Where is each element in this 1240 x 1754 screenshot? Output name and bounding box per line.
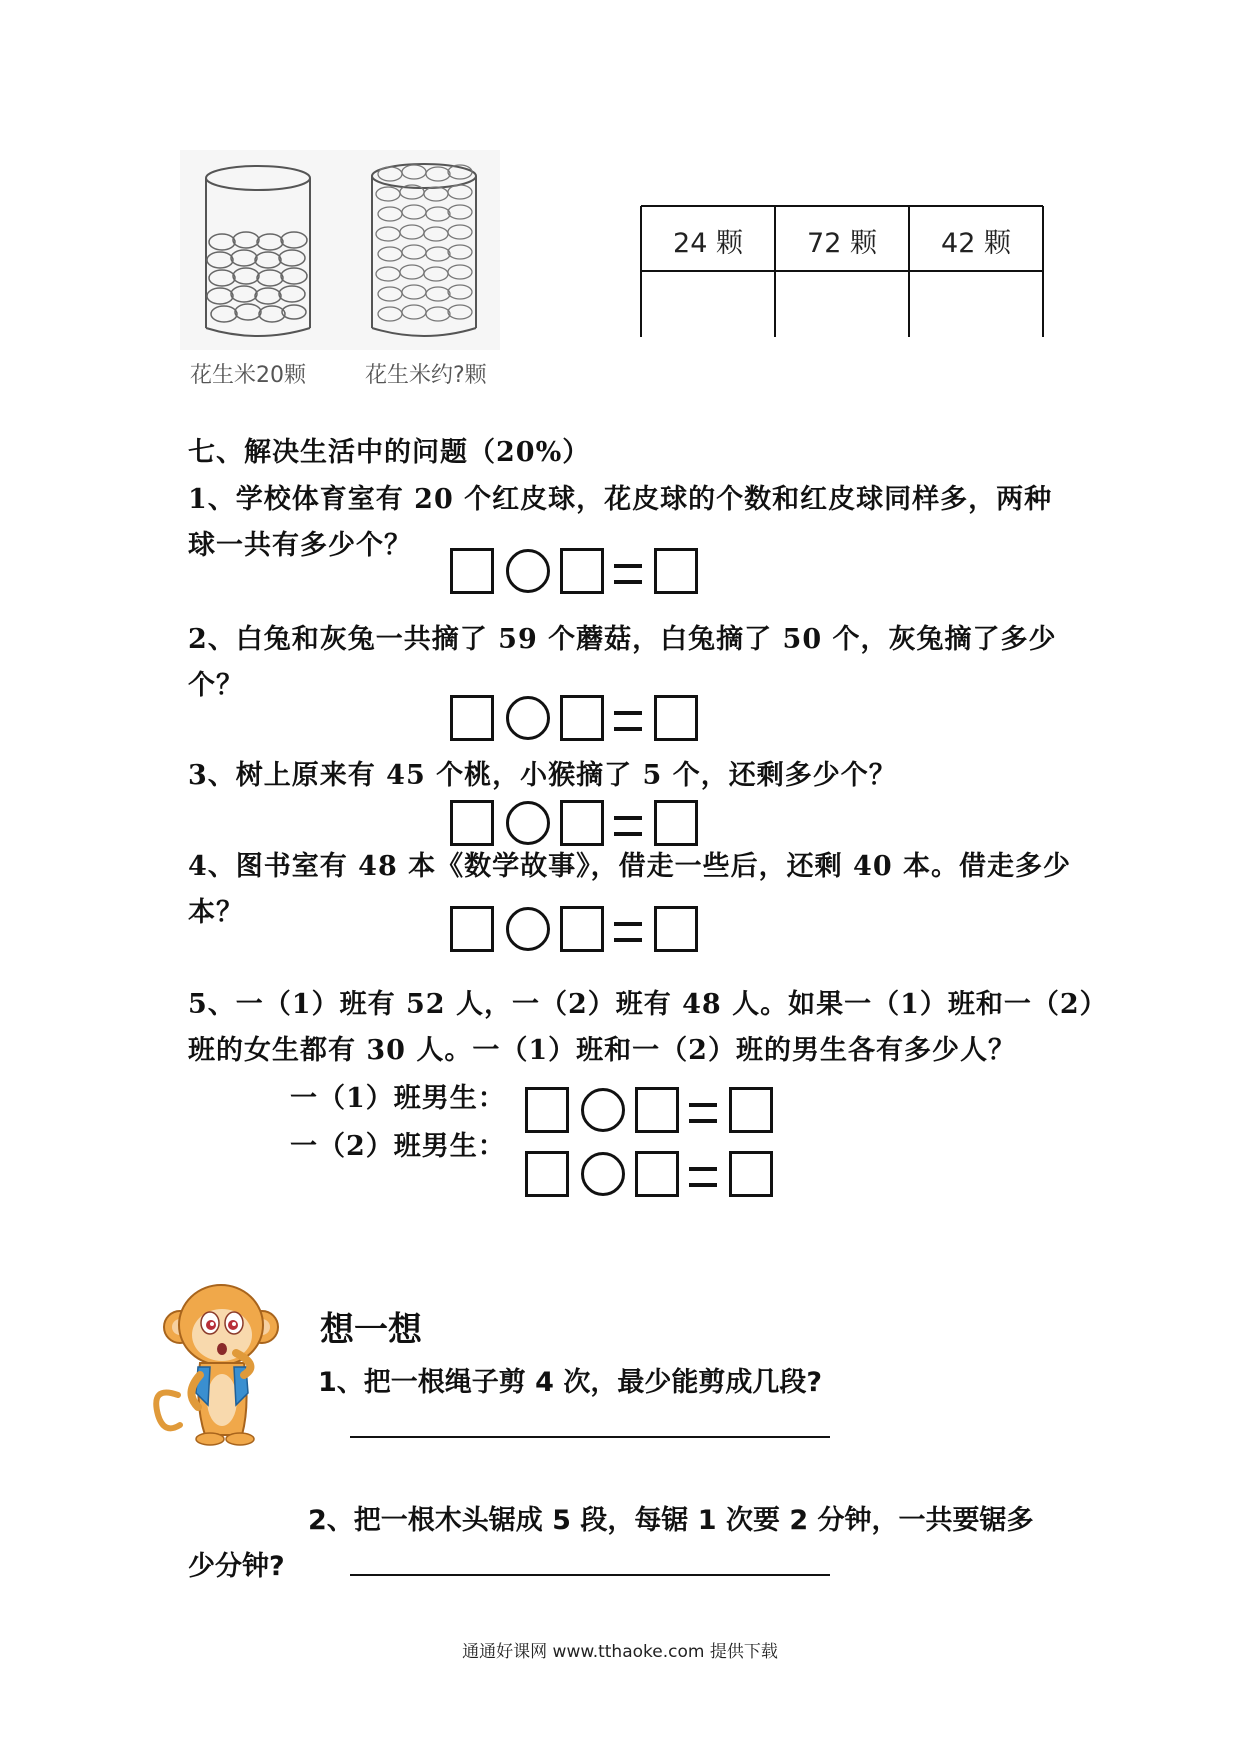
class2-boys-label: 一（2）班男生：	[290, 1131, 506, 1162]
operator-circle[interactable]	[506, 549, 550, 593]
result-box[interactable]	[654, 695, 698, 741]
blank-box[interactable]	[560, 906, 604, 952]
blank-box[interactable]	[450, 800, 494, 846]
blank-box[interactable]	[560, 800, 604, 846]
blank-box[interactable]	[525, 1087, 569, 1133]
option-cell-2: 72 颗	[807, 228, 877, 259]
equals-sign	[614, 564, 642, 584]
peanut-jars-figure	[180, 150, 500, 400]
blank-box[interactable]	[635, 1151, 679, 1197]
monkey-icon	[150, 1275, 285, 1450]
result-box[interactable]	[654, 906, 698, 952]
operator-circle[interactable]	[506, 801, 550, 845]
operator-circle[interactable]	[506, 696, 550, 740]
question-5-line-2: 班的女生都有 30 人。一（1）班和一（2）班的男生各有多少人？	[188, 1035, 1016, 1066]
class1-boys-label: 一（1）班男生：	[290, 1083, 506, 1114]
section-heading: 七、解决生活中的问题（20%）	[188, 437, 591, 468]
equals-sign	[689, 1167, 717, 1187]
think-title: 想一想	[320, 1310, 422, 1350]
blank-box[interactable]	[560, 548, 604, 594]
question-1-line-2: 球一共有多少个？	[188, 530, 412, 561]
think-question-1: 1、把一根绳子剪 4 次，最少能剪成几段?	[318, 1367, 823, 1398]
jars-illustration	[180, 150, 500, 350]
question-4-line-1: 4、图书室有 48 本《数学故事》，借走一些后，还剩 40 本。借走多少	[188, 851, 1072, 882]
question-2-line-1: 2、白兔和灰兔一共摘了 59 个蘑菇，白兔摘了 50 个，灰兔摘了多少	[188, 624, 1057, 655]
answer-line-1[interactable]	[350, 1436, 830, 1438]
right-jar-label: 花生米约?颗	[365, 363, 487, 388]
choice-table	[640, 205, 1044, 337]
blank-box[interactable]	[635, 1087, 679, 1133]
blank-box[interactable]	[560, 695, 604, 741]
blank-box[interactable]	[525, 1151, 569, 1197]
question-4-line-2: 本？	[188, 897, 244, 928]
blank-box[interactable]	[450, 906, 494, 952]
monkey-illustration	[150, 1275, 285, 1450]
think-question-2-line-2: 少分钟?	[188, 1551, 285, 1582]
question-5-line-1: 5、一（1）班有 52 人，一（2）班有 48 人。如果一（1）班和一（2）	[188, 989, 1108, 1020]
option-cell-3: 42 颗	[941, 228, 1011, 259]
result-box[interactable]	[654, 548, 698, 594]
result-box[interactable]	[729, 1087, 773, 1133]
equals-sign	[614, 922, 642, 942]
result-box[interactable]	[729, 1151, 773, 1197]
answer-line-2[interactable]	[350, 1574, 830, 1576]
question-1-line-1: 1、学校体育室有 20 个红皮球，花皮球的个数和红皮球同样多，两种	[188, 484, 1053, 515]
operator-circle[interactable]	[581, 1152, 625, 1196]
blank-box[interactable]	[450, 548, 494, 594]
left-jar-label: 花生米20颗	[190, 363, 306, 388]
option-cell-1: 24 颗	[673, 228, 743, 259]
equals-sign	[689, 1103, 717, 1123]
question-3-line-1: 3、树上原来有 45 个桃，小猴摘了 5 个，还剩多少个？	[188, 760, 897, 791]
question-2-line-2: 个？	[188, 670, 244, 701]
operator-circle[interactable]	[581, 1088, 625, 1132]
result-box[interactable]	[654, 800, 698, 846]
equals-sign	[614, 711, 642, 731]
equals-sign	[614, 816, 642, 836]
operator-circle[interactable]	[506, 907, 550, 951]
think-question-2-line-1: 2、把一根木头锯成 5 段，每锯 1 次要 2 分钟，一共要锯多	[308, 1505, 1034, 1536]
footer-credit: 通通好课网 www.tthaoke.com 提供下载	[462, 1642, 778, 1662]
blank-box[interactable]	[450, 695, 494, 741]
